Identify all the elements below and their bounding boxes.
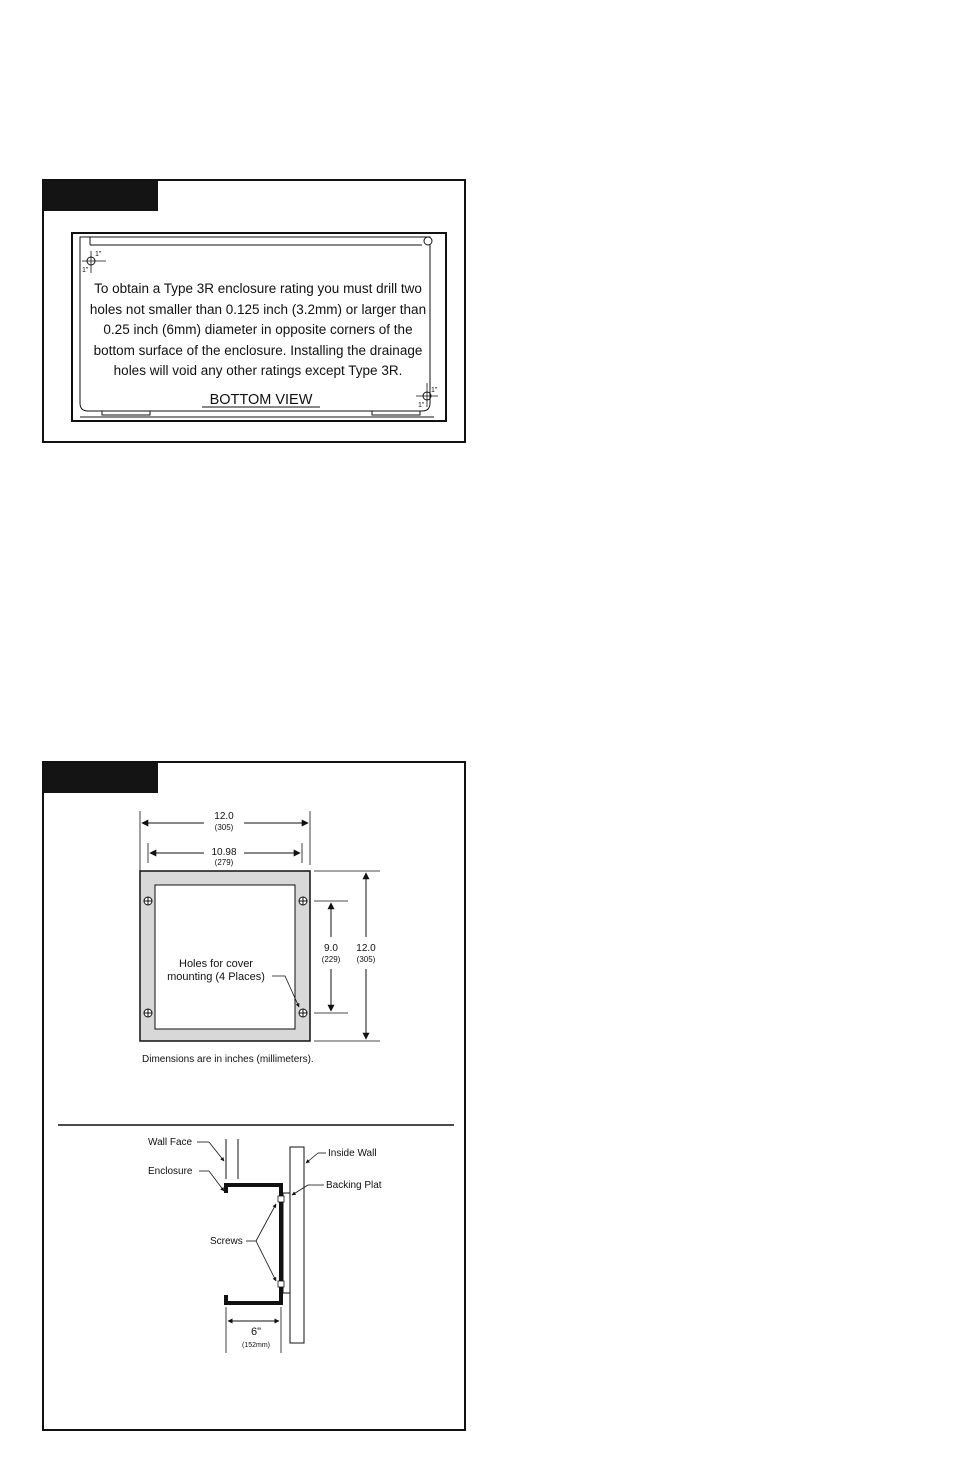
hole-spacing-dimension	[314, 901, 348, 1013]
inner-width-label: 10.98	[211, 847, 237, 858]
wall-face-label: Wall Face	[148, 1137, 193, 1148]
outer-height-label: 12.0	[356, 943, 376, 954]
bottom-view-label: BOTTOM VIEW	[209, 392, 313, 408]
mounting-diagram	[44, 763, 464, 1429]
instruction-line: holes will void any other ratings except Type 3R.	[113, 363, 403, 378]
screws-label: Screws	[210, 1236, 243, 1247]
inside-wall	[290, 1147, 304, 1343]
mounting-hole-icon	[299, 1009, 307, 1017]
holes-callout-line1: Holes for cover	[179, 958, 253, 970]
holes-callout-line2: mounting (4 Places)	[167, 971, 265, 983]
corner-dim-label: 1"	[431, 387, 438, 394]
mounting-figure-panel	[42, 761, 466, 1431]
side-section-view	[148, 1137, 382, 1353]
outer-height-mm-label: (305)	[356, 955, 376, 964]
corner-dim-label: 1"	[95, 251, 102, 258]
mounting-hole-icon	[144, 1009, 152, 1017]
bottom-view-diagram	[44, 181, 464, 441]
corner-dim-label: 1"	[82, 267, 89, 274]
knockout-icon	[424, 237, 432, 245]
drainage-figure-panel	[42, 179, 466, 443]
hole-spacing-mm-label: (229)	[321, 955, 341, 964]
hole-spacing-label: 9.0	[324, 943, 338, 954]
instruction-line: To obtain a Type 3R enclosure rating you must drill two	[94, 281, 422, 296]
enclosure-opening	[155, 885, 295, 1029]
backing-plate	[283, 1193, 290, 1293]
drain-hole-bottom-right	[416, 383, 438, 409]
drainage-instructions	[90, 281, 426, 378]
instruction-line: 0.25 inch (6mm) diameter in opposite corners of the	[103, 322, 413, 337]
mounting-hole-icon	[144, 897, 152, 905]
backing-plate-label: Backing Plat	[326, 1180, 382, 1191]
screw-icon	[278, 1196, 284, 1202]
depth-mm-label: (152mm)	[241, 1342, 271, 1349]
outer-width-mm-label: (305)	[214, 823, 234, 832]
inside-wall-label: Inside Wall	[328, 1148, 377, 1159]
outer-width-label: 12.0	[214, 811, 234, 822]
enclosure-label: Enclosure	[148, 1166, 193, 1177]
screw-icon	[278, 1281, 284, 1287]
mounting-hole-icon	[299, 897, 307, 905]
instruction-line: holes not smaller than 0.125 inch (3.2mm) or larger than	[89, 302, 427, 317]
instruction-line: bottom surface of the enclosure. Installing the drainage	[93, 343, 423, 358]
drain-hole-top-left	[82, 251, 106, 274]
inner-width-mm-label: (279)	[214, 858, 234, 867]
inner-width-dimension	[148, 843, 302, 867]
units-note: Dimensions are in inches (millimeters).	[142, 1054, 314, 1065]
depth-label: 6"	[250, 1326, 262, 1338]
corner-dim-label: 1"	[418, 402, 425, 409]
